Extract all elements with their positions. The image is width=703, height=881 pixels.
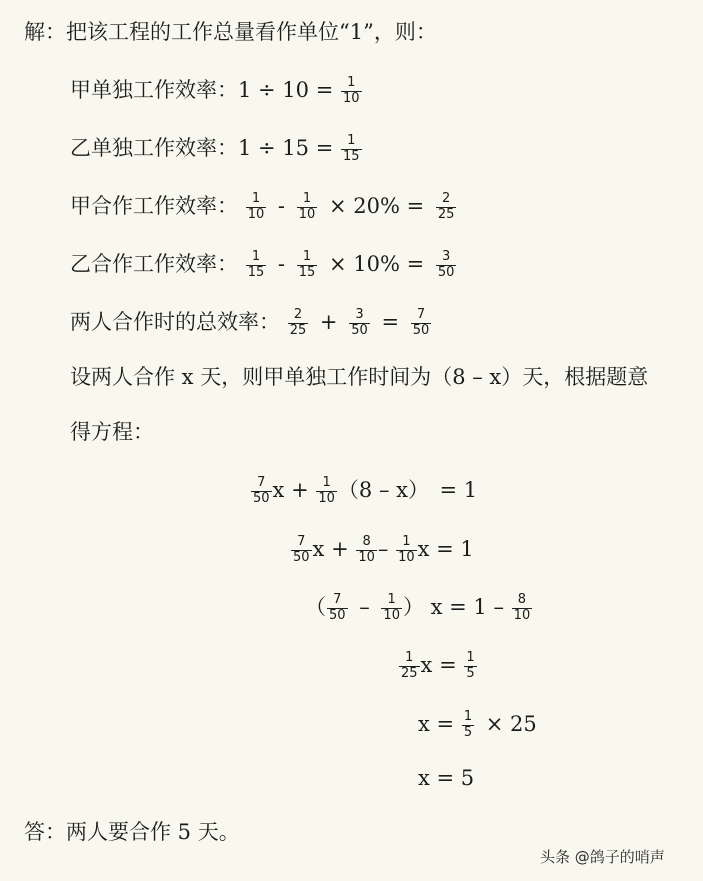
equation-step-6: x = 5 bbox=[418, 766, 475, 790]
fraction-numerator: 1 bbox=[402, 534, 411, 549]
coop-b-line bbox=[70, 250, 457, 281]
fraction-denominator: 50 bbox=[329, 607, 346, 623]
fraction-numerator: 7 bbox=[416, 307, 426, 322]
coop-a-fraction-2 bbox=[297, 192, 318, 223]
total-fraction-1 bbox=[288, 308, 309, 339]
coop-a-fraction-1 bbox=[246, 192, 267, 223]
eq1-fraction-1 bbox=[251, 476, 272, 507]
equals-sign: = bbox=[381, 309, 400, 334]
eq3-term-2: ） x = 1 – bbox=[402, 594, 504, 619]
fraction-numerator: 3 bbox=[355, 307, 364, 322]
answer-text: 两人要合作 5 天。 bbox=[66, 820, 240, 844]
fraction-numerator: 1 bbox=[302, 249, 312, 264]
coop-b-label: 乙合作工作效率： bbox=[70, 251, 238, 276]
fraction-denominator: 10 bbox=[247, 206, 265, 222]
solution-label: 解： bbox=[24, 20, 66, 44]
fraction-numerator: 1 bbox=[387, 592, 396, 607]
efficiency-b-fraction bbox=[341, 134, 362, 165]
fraction-denominator: 25 bbox=[401, 665, 418, 681]
fraction-numerator: 1 bbox=[347, 133, 356, 148]
equation-step-4 bbox=[398, 651, 478, 682]
coop-b-fraction-1 bbox=[246, 250, 267, 281]
fraction-numerator: 2 bbox=[293, 307, 303, 322]
coop-b-fraction-2 bbox=[297, 250, 318, 281]
efficiency-a-line bbox=[70, 76, 363, 107]
answer-label: 答： bbox=[24, 820, 66, 844]
fraction-denominator: 10 bbox=[513, 607, 531, 623]
eq3-term-1: – bbox=[359, 594, 370, 619]
eq2-fraction-1 bbox=[291, 535, 312, 566]
fraction-numerator: 8 bbox=[517, 592, 527, 607]
fraction-numerator: 1 bbox=[466, 650, 475, 665]
fraction-numerator: 8 bbox=[362, 534, 371, 549]
efficiency-b-expr: 1 ÷ 15 = bbox=[238, 135, 334, 160]
fraction-denominator: 15 bbox=[247, 264, 265, 280]
fraction-numerator: 1 bbox=[463, 709, 473, 724]
fraction-denominator: 25 bbox=[289, 322, 307, 338]
fraction-denominator: 25 bbox=[437, 206, 455, 222]
efficiency-a-expr: 1 ÷ 10 = bbox=[238, 77, 334, 102]
efficiency-b-line bbox=[70, 134, 363, 165]
fraction-numerator: 1 bbox=[347, 75, 356, 90]
fraction-denominator: 5 bbox=[466, 665, 475, 681]
fraction-denominator: 50 bbox=[412, 322, 430, 338]
fraction-denominator: 50 bbox=[293, 549, 310, 565]
fraction-denominator: 10 bbox=[383, 607, 400, 623]
coop-a-fraction-result bbox=[436, 192, 457, 223]
solution-header bbox=[24, 22, 437, 43]
eq5-term-0: x = bbox=[418, 711, 455, 736]
eq5-fraction-1 bbox=[462, 710, 474, 741]
eq2-term-1: x + bbox=[312, 536, 349, 561]
eq3-term-0: （ bbox=[305, 594, 326, 619]
plus-sign: + bbox=[319, 309, 338, 334]
fraction-numerator: 1 bbox=[405, 650, 414, 665]
coop-a-times: × 20% = bbox=[328, 193, 425, 218]
coop-a-line bbox=[70, 192, 457, 223]
eq3-fraction-3 bbox=[512, 593, 533, 624]
eq4-fraction-2 bbox=[464, 651, 476, 682]
equation-step-3 bbox=[305, 593, 533, 624]
coop-a-label: 甲合作工作效率： bbox=[70, 193, 238, 218]
coop-b-times: × 10% = bbox=[328, 251, 425, 276]
fraction-denominator: 15 bbox=[298, 264, 316, 280]
efficiency-a-label: 甲单独工作效率： bbox=[70, 77, 238, 102]
fraction-denominator: 50 bbox=[351, 322, 368, 338]
fraction-denominator: 10 bbox=[318, 490, 335, 506]
efficiency-a-fraction bbox=[341, 76, 362, 107]
minus-sign: - bbox=[277, 251, 286, 276]
eq5-term-1: × 25 bbox=[485, 711, 537, 736]
fraction-denominator: 10 bbox=[358, 549, 375, 565]
setup-line-1: 设两人合作 x 天，则甲单独工作时间为（8 – x）天，根据题意 bbox=[70, 365, 649, 389]
source-watermark: 头条 @鸽子的哨声 bbox=[540, 848, 665, 866]
eq1-fraction-2 bbox=[316, 476, 337, 507]
fraction-numerator: 1 bbox=[302, 191, 312, 206]
total-fraction-2 bbox=[349, 308, 370, 339]
answer-line bbox=[24, 822, 240, 843]
fraction-denominator: 10 bbox=[343, 90, 360, 106]
coop-b-fraction-result bbox=[436, 250, 457, 281]
fraction-denominator: 50 bbox=[437, 264, 455, 280]
eq2-term-2: – bbox=[377, 536, 389, 561]
fraction-numerator: 1 bbox=[251, 191, 261, 206]
fraction-denominator: 5 bbox=[463, 724, 473, 740]
eq2-term-3: x = 1 bbox=[417, 536, 474, 561]
eq4-fraction-1 bbox=[399, 651, 420, 682]
efficiency-b-label: 乙单独工作效率： bbox=[70, 135, 238, 160]
minus-sign: - bbox=[277, 193, 286, 218]
fraction-denominator: 15 bbox=[343, 148, 360, 164]
equation-step-1 bbox=[250, 476, 477, 507]
eq2-fraction-3 bbox=[396, 535, 417, 566]
total-efficiency-label: 两人合作时的总效率： bbox=[70, 309, 280, 334]
fraction-numerator: 1 bbox=[251, 249, 261, 264]
solution-intro: 把该工程的工作总量看作单位“1”，则： bbox=[66, 20, 437, 44]
equation-step-5 bbox=[418, 710, 541, 741]
fraction-denominator: 50 bbox=[253, 490, 270, 506]
eq4-term-1: x = bbox=[420, 652, 457, 677]
fraction-denominator: 10 bbox=[298, 206, 316, 222]
eq3-fraction-2 bbox=[381, 593, 402, 624]
eq3-fraction-1 bbox=[327, 593, 348, 624]
fraction-numerator: 7 bbox=[257, 475, 266, 490]
equation-step-2 bbox=[290, 535, 474, 566]
fraction-numerator: 3 bbox=[441, 249, 451, 264]
fraction-numerator: 1 bbox=[322, 475, 331, 490]
total-efficiency-line bbox=[70, 308, 432, 339]
total-fraction-result bbox=[411, 308, 432, 339]
eq1-term-2: （8 – x） = 1 bbox=[337, 477, 478, 502]
fraction-numerator: 7 bbox=[333, 592, 342, 607]
eq1-term-1: x + bbox=[272, 477, 309, 502]
fraction-numerator: 2 bbox=[441, 191, 451, 206]
eq2-fraction-2 bbox=[356, 535, 377, 566]
fraction-numerator: 7 bbox=[297, 534, 306, 549]
fraction-denominator: 10 bbox=[398, 549, 415, 565]
setup-line-2: 得方程： bbox=[70, 420, 154, 444]
